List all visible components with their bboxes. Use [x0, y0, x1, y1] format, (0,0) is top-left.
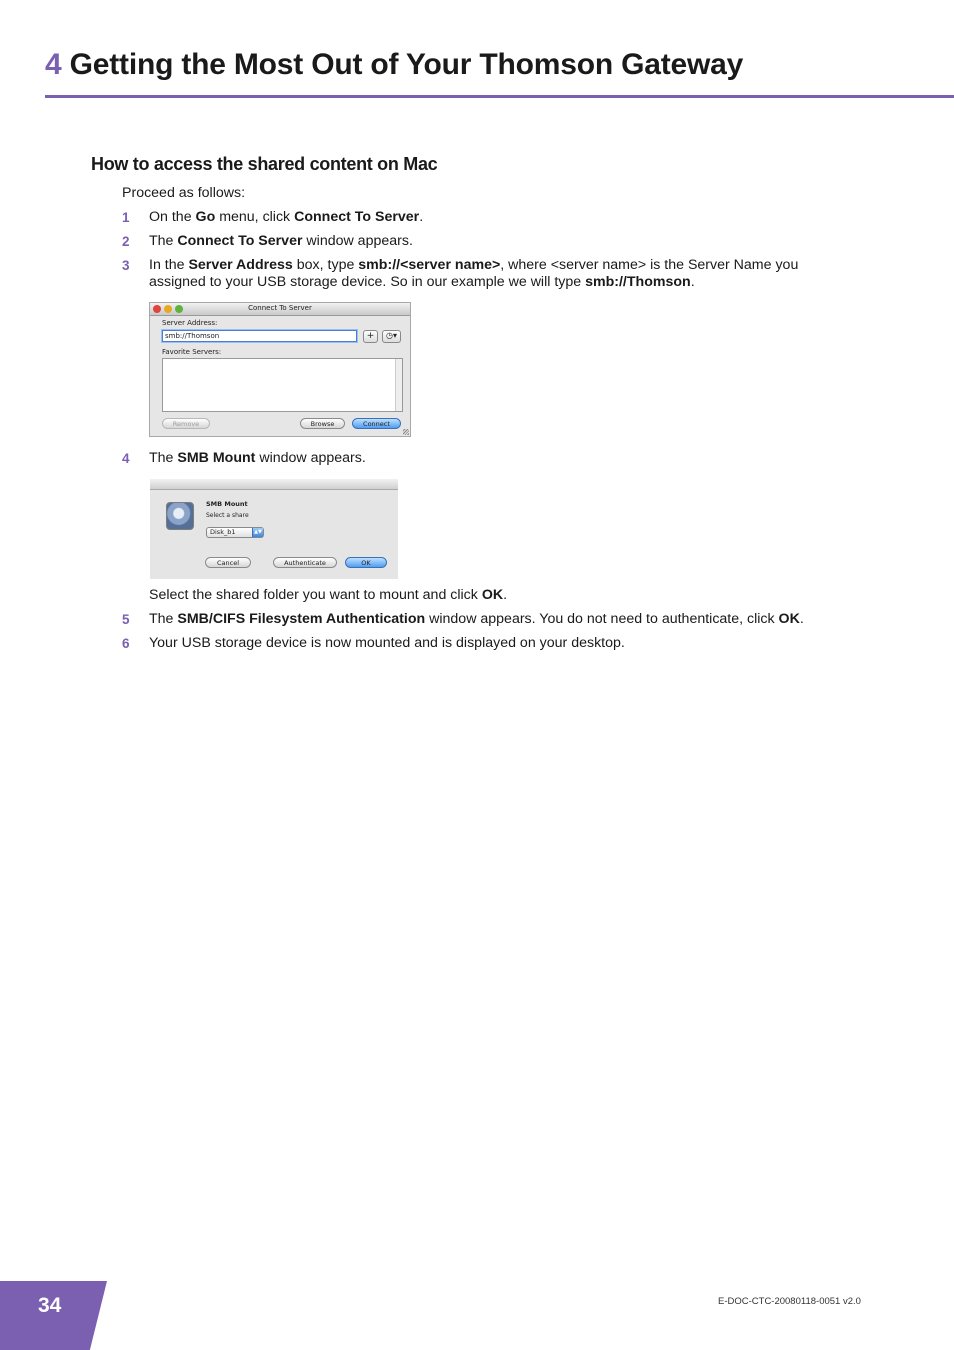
- server-address-label: Server Address:: [162, 319, 218, 327]
- chapter-title-text: Getting the Most Out of Your Thomson Gateway: [69, 48, 744, 81]
- favorite-servers-list: [162, 358, 403, 412]
- plus-icon: +: [363, 330, 378, 343]
- smb-mount-screenshot: [150, 479, 398, 579]
- favorite-servers-label: Favorite Servers:: [162, 348, 222, 356]
- document-id: E-DOC-CTC-20080118-0051 v2.0: [718, 1296, 861, 1307]
- share-select-value: Disk_b1: [210, 528, 236, 536]
- title-rule: [45, 95, 954, 98]
- intro-text: Proceed as follows:: [122, 185, 246, 201]
- step-number: 5: [122, 612, 130, 627]
- smb-mount-heading: SMB Mount: [206, 500, 248, 508]
- cancel-button: Cancel: [205, 557, 251, 568]
- step-number: 6: [122, 636, 130, 651]
- step-number: 3: [122, 258, 130, 273]
- network-disk-icon: [166, 502, 194, 530]
- step-text: The SMB/CIFS Filesystem Authentication window appears. You do not need to authenticate, click OK.: [149, 611, 804, 627]
- chevron-updown-icon: ▲▼: [252, 528, 263, 537]
- window-title: Connect To Server: [248, 304, 312, 312]
- step-text: The Connect To Server window appears.: [149, 233, 413, 249]
- chapter-number: 4: [45, 48, 62, 81]
- step4-note: Select the shared folder you want to mount and click OK.: [149, 587, 508, 603]
- step-text: Your USB storage device is now mounted and is displayed on your desktop.: [149, 635, 625, 651]
- window-titlebar: [150, 479, 398, 490]
- window-titlebar: [150, 303, 410, 316]
- step-number: 4: [122, 451, 130, 466]
- browse-button: Browse: [300, 418, 345, 429]
- step-text: The SMB Mount window appears.: [149, 450, 366, 466]
- section-title: How to access the shared content on Mac: [91, 154, 438, 174]
- share-select: [206, 527, 264, 538]
- authenticate-button: Authenticate: [273, 557, 337, 568]
- connect-button: Connect: [352, 418, 401, 429]
- chapter-title: [45, 48, 743, 82]
- resize-grip-icon: [403, 429, 409, 435]
- page-number: 34: [38, 1294, 62, 1317]
- step-number: 1: [122, 210, 130, 225]
- select-share-label: Select a share: [206, 512, 249, 519]
- server-address-input: smb://Thomson: [162, 330, 357, 342]
- remove-button: Remove: [162, 418, 210, 429]
- ok-button: OK: [345, 557, 387, 568]
- step-text: On the Go menu, click Connect To Server.: [149, 209, 424, 225]
- step-text: In the Server Address box, type smb://<server name>, where <server name> is the Server Name you assigned to your USB storage device. So in our example we will type smb://Thomson.: [149, 257, 799, 290]
- clock-icon: ◷▾: [382, 330, 401, 343]
- step-number: 2: [122, 234, 130, 249]
- scrollbar: [395, 359, 402, 411]
- connect-to-server-screenshot: [149, 302, 411, 437]
